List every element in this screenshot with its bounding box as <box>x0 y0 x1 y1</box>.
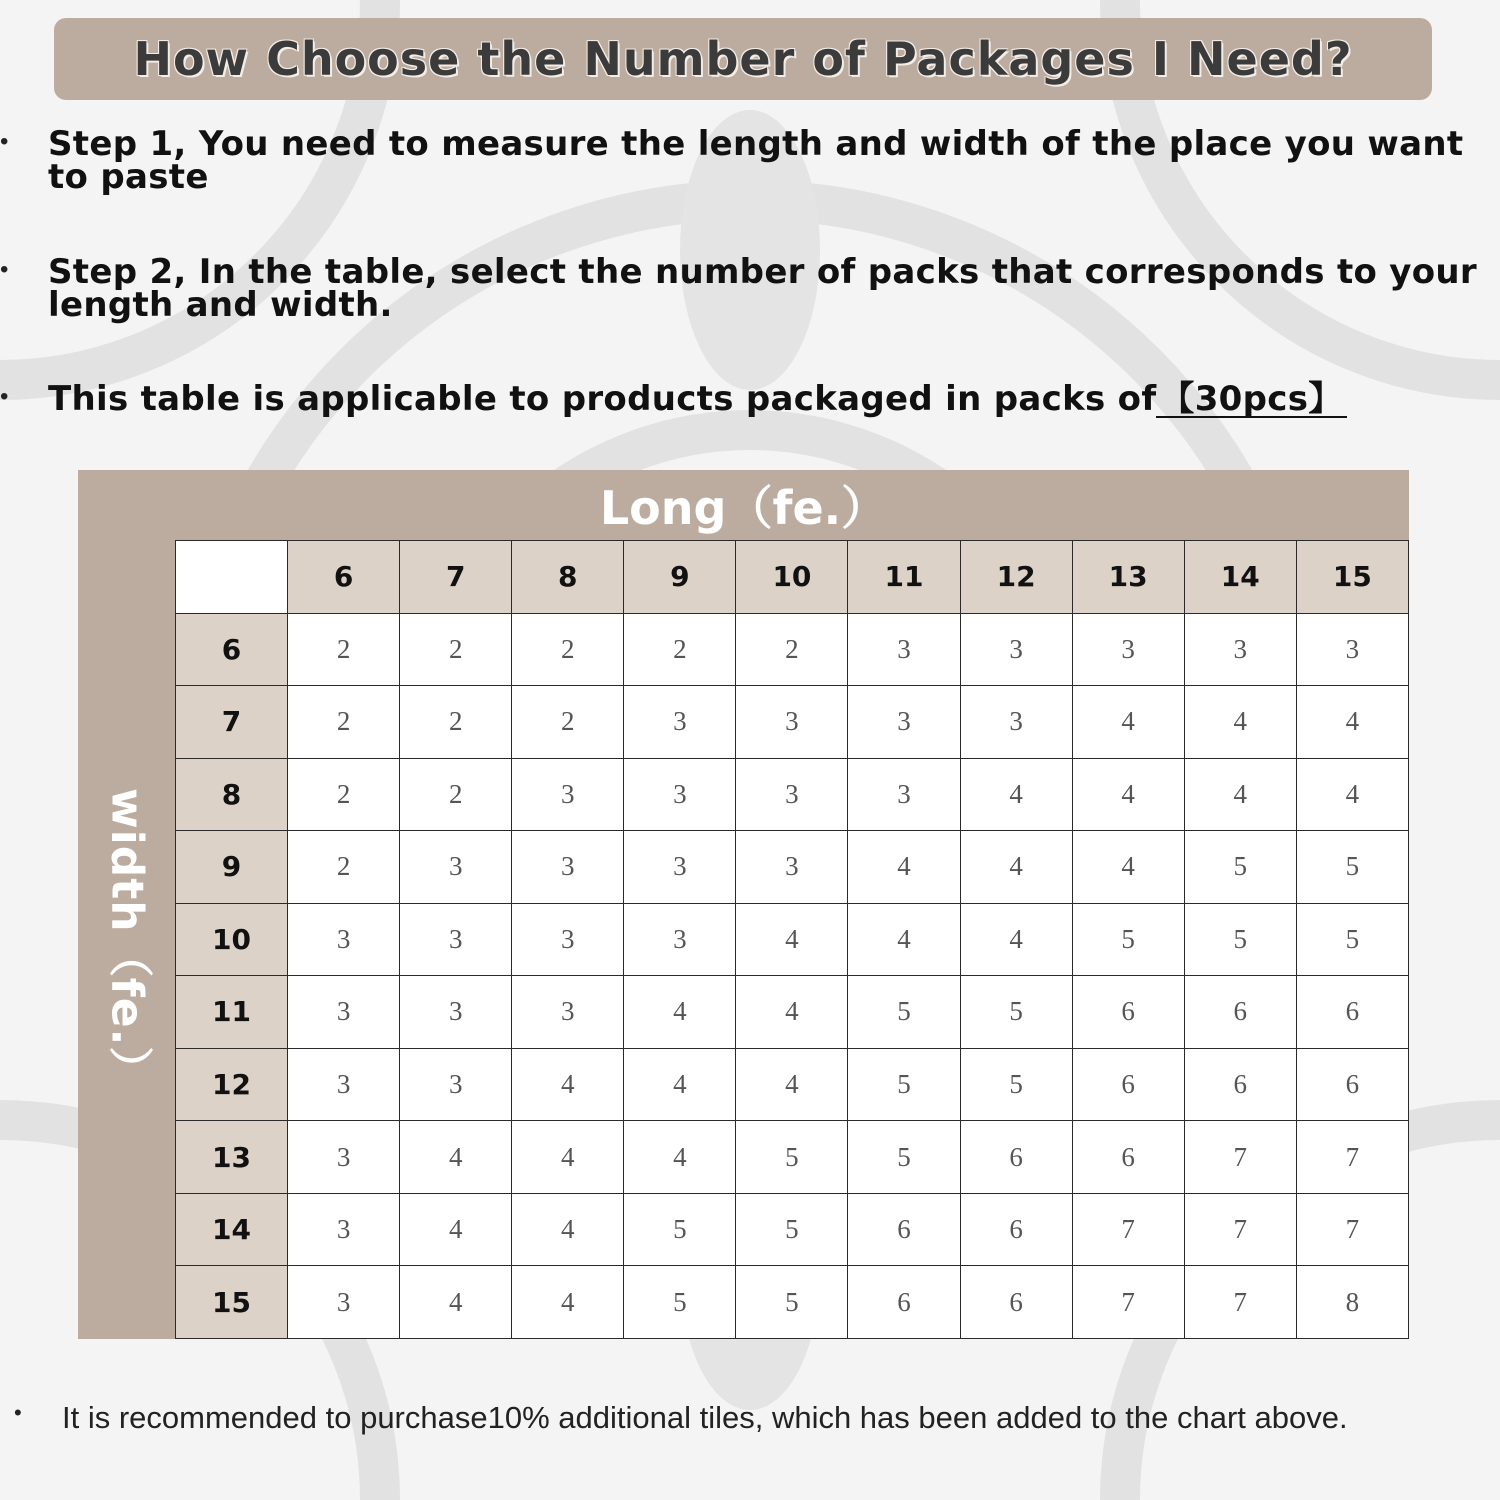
row-header-14: 14 <box>176 1193 288 1266</box>
column-header-11: 11 <box>848 541 960 614</box>
table-cell: 6 <box>960 1121 1072 1194</box>
table-cell: 4 <box>1184 686 1296 759</box>
step-3-text: This table is applicable to products packaged in packs of <box>48 379 1157 419</box>
table-cell: 3 <box>512 758 624 831</box>
table-cell: 3 <box>736 758 848 831</box>
table-cell: 5 <box>1296 903 1408 976</box>
step-1-text: Step 1, You need to measure the length and width of the place you want to paste <box>48 124 1464 197</box>
step-3-line <box>48 379 1480 419</box>
table-cell: 3 <box>400 976 512 1049</box>
table-cell: 4 <box>1184 758 1296 831</box>
table-cell: 3 <box>288 1266 400 1339</box>
table-cell: 5 <box>1072 903 1184 976</box>
row-header-13: 13 <box>176 1121 288 1194</box>
step-2-text: Step 2, In the table, select the number of packs that corresponds to your length and width. <box>48 252 1477 325</box>
table-cell: 3 <box>1296 613 1408 686</box>
table-cell: 3 <box>512 903 624 976</box>
table-cell: 4 <box>400 1121 512 1194</box>
table-cell: 7 <box>1072 1193 1184 1266</box>
bullet-dot: • <box>14 1400 22 1425</box>
table-row <box>176 613 1409 686</box>
table-cell: 4 <box>1072 831 1184 904</box>
corner-cell <box>176 541 288 614</box>
table-cell: 6 <box>960 1266 1072 1339</box>
table-cell: 3 <box>624 758 736 831</box>
table-cell: 7 <box>1184 1121 1296 1194</box>
table-cell: 4 <box>960 831 1072 904</box>
table-row <box>176 1193 1409 1266</box>
column-header-6: 6 <box>288 541 400 614</box>
table-cell: 4 <box>1296 686 1408 759</box>
row-header-11: 11 <box>176 976 288 1049</box>
column-header-7: 7 <box>400 541 512 614</box>
table-cell: 4 <box>848 903 960 976</box>
table-cell: 4 <box>736 976 848 1049</box>
row-header-9: 9 <box>176 831 288 904</box>
table-row <box>176 831 1409 904</box>
table-cell: 3 <box>736 686 848 759</box>
pack-size-highlight: 【30pcs】 <box>1156 383 1346 418</box>
row-axis-label: width（fe.） <box>101 787 153 1092</box>
table-cell: 2 <box>400 686 512 759</box>
table-cell: 5 <box>624 1266 736 1339</box>
table-cell: 6 <box>1296 1048 1408 1121</box>
table-cell: 6 <box>1072 1121 1184 1194</box>
table-cell: 4 <box>1072 686 1184 759</box>
table-cell: 3 <box>288 1048 400 1121</box>
table-cell: 2 <box>288 831 400 904</box>
table-cell: 6 <box>960 1193 1072 1266</box>
table-cell: 3 <box>1184 613 1296 686</box>
table-cell: 6 <box>1072 1048 1184 1121</box>
table-cell: 5 <box>736 1121 848 1194</box>
table-row <box>176 758 1409 831</box>
table-cell: 2 <box>288 686 400 759</box>
table-cell: 2 <box>288 613 400 686</box>
table-cell: 3 <box>288 1121 400 1194</box>
table-cell: 7 <box>1184 1266 1296 1339</box>
table-cell: 6 <box>848 1193 960 1266</box>
packages-table-panel <box>78 470 1409 1339</box>
table-cell: 2 <box>400 758 512 831</box>
table-cell: 7 <box>1184 1193 1296 1266</box>
table-cell: 5 <box>624 1193 736 1266</box>
table-cell: 3 <box>960 613 1072 686</box>
column-header-8: 8 <box>512 541 624 614</box>
table-cell: 4 <box>512 1121 624 1194</box>
table-cell: 3 <box>400 831 512 904</box>
table-cell: 5 <box>1184 903 1296 976</box>
table-cell: 4 <box>512 1193 624 1266</box>
row-header-8: 8 <box>176 758 288 831</box>
table-row <box>176 686 1409 759</box>
table-cell: 5 <box>1184 831 1296 904</box>
table-cell: 3 <box>288 976 400 1049</box>
table-cell: 3 <box>400 1048 512 1121</box>
row-header-10: 10 <box>176 903 288 976</box>
step-3 <box>0 379 1480 423</box>
table-cell: 5 <box>736 1266 848 1339</box>
note-text: It is recommended to purchase10% additional tiles, which has been added to the chart above. <box>62 1400 1348 1435</box>
bullet-dot: • <box>0 256 9 283</box>
table-row <box>176 903 1409 976</box>
packages-table <box>175 540 1409 1339</box>
table-cell: 3 <box>288 1193 400 1266</box>
table-row <box>176 1121 1409 1194</box>
table-cell: 5 <box>736 1193 848 1266</box>
table-cell: 3 <box>848 758 960 831</box>
row-header-7: 7 <box>176 686 288 759</box>
table-cell: 3 <box>1072 613 1184 686</box>
bullet-dot: • <box>0 383 9 410</box>
table-cell: 3 <box>848 613 960 686</box>
table-cell: 4 <box>960 758 1072 831</box>
column-header-10: 10 <box>736 541 848 614</box>
table-cell: 4 <box>1296 758 1408 831</box>
table-cell: 5 <box>848 1121 960 1194</box>
table-cell: 8 <box>1296 1266 1408 1339</box>
bullet-dot: • <box>0 128 9 155</box>
column-header-12: 12 <box>960 541 1072 614</box>
step-2 <box>0 252 1480 326</box>
table-cell: 3 <box>512 831 624 904</box>
table-cell: 4 <box>1072 758 1184 831</box>
step-1 <box>0 124 1480 198</box>
table-cell: 6 <box>848 1266 960 1339</box>
table-cell: 2 <box>288 758 400 831</box>
row-header-15: 15 <box>176 1266 288 1339</box>
table-cell: 2 <box>512 613 624 686</box>
column-header-15: 15 <box>1296 541 1408 614</box>
title-banner <box>54 18 1432 100</box>
table-row <box>176 976 1409 1049</box>
table-cell: 6 <box>1184 976 1296 1049</box>
table-cell: 5 <box>1296 831 1408 904</box>
column-header-14: 14 <box>1184 541 1296 614</box>
column-header-9: 9 <box>624 541 736 614</box>
table-cell: 3 <box>624 831 736 904</box>
table-cell: 3 <box>848 686 960 759</box>
table-cell: 6 <box>1184 1048 1296 1121</box>
table-cell: 3 <box>400 903 512 976</box>
table-cell: 4 <box>624 976 736 1049</box>
table-cell: 2 <box>400 613 512 686</box>
page-title: How Choose the Number of Packages I Need? <box>133 32 1353 86</box>
table-cell: 7 <box>1296 1121 1408 1194</box>
header-row <box>176 541 1409 614</box>
table-cell: 5 <box>960 1048 1072 1121</box>
table-cell: 4 <box>400 1193 512 1266</box>
row-header-6: 6 <box>176 613 288 686</box>
table-cell: 5 <box>848 976 960 1049</box>
column-header-13: 13 <box>1072 541 1184 614</box>
table-cell: 7 <box>1072 1266 1184 1339</box>
table-cell: 4 <box>400 1266 512 1339</box>
table-cell: 6 <box>1296 976 1408 1049</box>
column-axis-label: Long（fe.） <box>599 481 888 535</box>
table-cell: 6 <box>1072 976 1184 1049</box>
table-cell: 3 <box>624 903 736 976</box>
table-cell: 3 <box>736 831 848 904</box>
table-row <box>176 1266 1409 1339</box>
table-cell: 7 <box>1296 1193 1408 1266</box>
row-header-12: 12 <box>176 1048 288 1121</box>
table-cell: 4 <box>624 1048 736 1121</box>
table-cell: 3 <box>960 686 1072 759</box>
table-cell: 3 <box>624 686 736 759</box>
table-cell: 4 <box>736 903 848 976</box>
table-row <box>176 1048 1409 1121</box>
table-cell: 4 <box>624 1121 736 1194</box>
table-cell: 4 <box>848 831 960 904</box>
table-cell: 2 <box>512 686 624 759</box>
table-cell: 5 <box>960 976 1072 1049</box>
table-cell: 4 <box>736 1048 848 1121</box>
table-cell: 3 <box>512 976 624 1049</box>
table-cell: 2 <box>624 613 736 686</box>
table-cell: 3 <box>288 903 400 976</box>
row-axis-label-box <box>78 540 175 1339</box>
table-cell: 2 <box>736 613 848 686</box>
table-cell: 4 <box>512 1266 624 1339</box>
table-cell: 4 <box>512 1048 624 1121</box>
table-cell: 5 <box>848 1048 960 1121</box>
table-cell: 4 <box>960 903 1072 976</box>
